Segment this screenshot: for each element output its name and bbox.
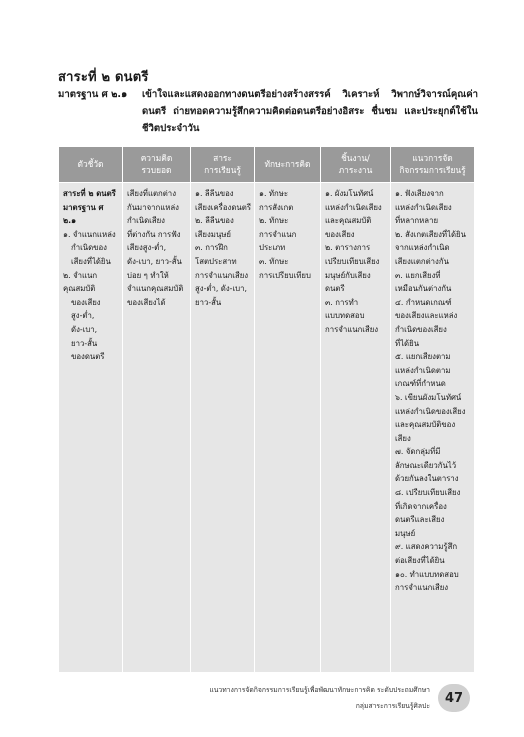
cell-line: ลักษณะเดียวกันไว้ — [395, 460, 457, 470]
cell-line: ๘. เปรียบเทียบเสียง — [395, 488, 461, 498]
cell-line: การจำแนกเสียง — [325, 324, 379, 334]
cell-line: การสังเกต — [259, 202, 294, 212]
cell-line: ของเสียงได้ — [127, 297, 166, 307]
cell-line: เหมือนกันต่างกัน — [395, 284, 452, 294]
table-row — [59, 183, 475, 673]
cell-line: เสียงแตกต่างกัน — [395, 256, 449, 266]
cell-line: ๒. ตารางการ — [325, 243, 371, 253]
cell-content — [191, 183, 255, 673]
table-header-row — [59, 147, 475, 183]
header-concept: ความคิด รวบยอด — [123, 147, 191, 183]
cell-line: มนุษย์ — [395, 528, 416, 538]
cell-line: ๑. ผังมโนทัศน์ — [325, 189, 374, 198]
cell-line: กำเนิดเสียง — [127, 216, 165, 226]
cell-line: มนุษย์กับเสียง — [325, 270, 371, 280]
cell-line: เสียงสูง-ต่ำ, — [127, 243, 167, 253]
cell-line: ด้วยกันลงในตาราง — [395, 474, 459, 484]
cell-line: ๙. แสดงความรู้สึก — [395, 542, 458, 552]
cell-line: เปรียบเทียบเสียง — [325, 256, 380, 266]
cell-line: เสียงที่แตกต่าง — [127, 189, 176, 198]
header-tasks: ชิ้นงาน/ ภาระงาน — [321, 147, 391, 183]
cell-line: จำแนกคุณสมบัติ — [127, 284, 184, 294]
standard-code: มาตรฐาน ศ ๒.๑ — [58, 89, 128, 100]
cell-line: ๒. ทักษะ — [259, 216, 289, 226]
cell-line: ดัง-เบา, — [71, 324, 98, 334]
cell-line: ๓. แยกเสียงที่ — [395, 270, 441, 280]
cell-line: เสียงเครื่องดนตรี — [195, 202, 252, 212]
cell-line: แหล่งกำเนิดเสียง — [395, 202, 452, 212]
cell-line: การจำแนกเสียง — [195, 270, 249, 280]
cell-line: ๒. จำแนกคุณสมบัติ — [63, 270, 98, 294]
cell-line: ๗. จัดกลุ่มที่มี — [395, 447, 441, 457]
cell-line: และคุณสมบัติ — [325, 216, 372, 226]
cell-line: ๒. สังเกตเสียงที่ได้ยิน — [395, 229, 466, 239]
cell-indicator — [59, 183, 123, 673]
cell-line: โสตประสาท — [195, 256, 237, 266]
cell-tasks — [321, 183, 391, 673]
cell-line: การเปรียบเทียบ — [259, 270, 311, 280]
cell-line: ของเสียงและแหล่ง — [395, 311, 458, 321]
cell-line: มาตรฐาน ศ ๒.๑ — [63, 202, 104, 226]
cell-line: ต่อเสียงที่ได้ยิน — [395, 556, 445, 566]
cell-line: แหล่งกำเนิดเสียง — [325, 202, 382, 212]
page-number: 47 — [438, 684, 470, 712]
cell-line: กำเนิดของ — [71, 243, 107, 253]
cell-line: ๑. จำแนกแหล่ง — [63, 229, 116, 239]
cell-line: บ่อย ๆ ทำให้ — [127, 270, 169, 280]
cell-line: ๑. ลีลีนของ — [195, 189, 234, 198]
header-content: สาระ การเรียนรู้ — [191, 147, 255, 183]
cell-line: ๕. แยกเสียงตาม — [395, 352, 451, 362]
cell-line: ดนตรี — [325, 284, 345, 294]
cell-line: ๓. การฝึก — [195, 243, 228, 253]
cell-line: แหล่งกำเนิดตาม — [395, 365, 451, 375]
strand-title: สาระที่ ๒ ดนตรี — [58, 70, 149, 85]
cell-line: ที่ได้ยิน — [395, 338, 420, 348]
cell-concept — [123, 183, 191, 673]
cell-line: ๓. การทำ — [325, 297, 359, 307]
cell-line: เกณฑ์ที่กำหนด — [395, 379, 446, 389]
cell-line: ประเภท — [259, 243, 286, 253]
cell-line: กำเนิดของเสียง — [395, 324, 447, 334]
cell-line: ๓. ทักษะ — [259, 256, 289, 266]
cell-line: เสียง — [395, 433, 411, 443]
cell-line: สูง-ต่ำ, ดัง-เบา, — [195, 284, 247, 294]
cell-line: ของเสียง — [71, 297, 101, 307]
cell-line: ๒. ลีลีนของ — [195, 216, 234, 226]
cell-line: เสียงมนุษย์ — [195, 229, 231, 239]
cell-line: ของเสียง — [325, 229, 355, 239]
footer-subject: กลุ่มสาระการเรียนรู้ศิลปะ — [355, 702, 430, 710]
cell-thinking-skills — [255, 183, 321, 673]
curriculum-table — [58, 146, 475, 673]
cell-line: กันมาจากแหล่ง — [127, 202, 179, 212]
cell-line: การจำแนก — [259, 229, 297, 239]
cell-line: และคุณสมบัติของ — [395, 420, 456, 430]
cell-line: ๑๐. ทำแบบทดสอบ — [395, 569, 459, 579]
cell-line: ๑. ทักษะ — [259, 189, 289, 198]
cell-line: ดนตรีและเสียง — [395, 515, 445, 525]
cell-line: ของดนตรี — [71, 352, 105, 362]
cell-line: ยาว-สั้น — [195, 297, 222, 307]
cell-line: แหล่งกำเนิดของเสียง — [395, 406, 466, 416]
cell-line: จากแหล่งกำเนิด — [395, 243, 450, 253]
cell-line: ๖. เขียนผังมโนทัศน์ — [395, 392, 462, 402]
cell-line: ที่เกิดจากเครื่อง — [395, 501, 447, 511]
cell-line: การจำแนกเสียง — [395, 583, 449, 593]
header-thinking-skills: ทักษะการคิด — [255, 147, 321, 183]
cell-line: สาระที่ ๒ ดนตรี — [63, 189, 116, 198]
cell-activities — [391, 183, 475, 673]
footer-title: แนวทางการจัดกิจกรรมการเรียนรู้เพื่อพัฒนาทักษะการคิด ระดับประถมศึกษา — [209, 686, 430, 694]
cell-line: ๑. ฟังเสียงจาก — [395, 189, 444, 198]
standard-block — [58, 86, 478, 137]
header-activities: แนวการจัด กิจกรรมการเรียนรู้ — [391, 147, 475, 183]
cell-line: ที่ต่างกัน การฟัง — [127, 229, 181, 239]
header-indicator: ตัวชี้วัด — [59, 147, 123, 183]
cell-line: ๔. กำหนดเกณฑ์ — [395, 297, 452, 307]
cell-line: ยาว-สั้น — [71, 338, 98, 348]
cell-line: สูง-ต่ำ, — [71, 311, 95, 321]
cell-line: ที่หลากหลาย — [395, 216, 439, 226]
cell-line: เสียงที่ได้ยิน — [71, 256, 111, 266]
cell-line: แบบทดสอบ — [325, 311, 365, 321]
cell-line: ดัง-เบา, ยาว-สั้น — [127, 256, 182, 266]
standard-text: เข้าใจและแสดงออกทางดนตรีอย่างสร้างสรรค์ วิเคราะห์ วิพากษ์วิจารณ์คุณค่าดนตรี ถ่ายทอดความรู้สึกความคิดต่อดนตรีอย่างอิสระ ชื่นชม และประยุกต์ใช้ในชีวิตประจำวัน — [142, 89, 478, 134]
